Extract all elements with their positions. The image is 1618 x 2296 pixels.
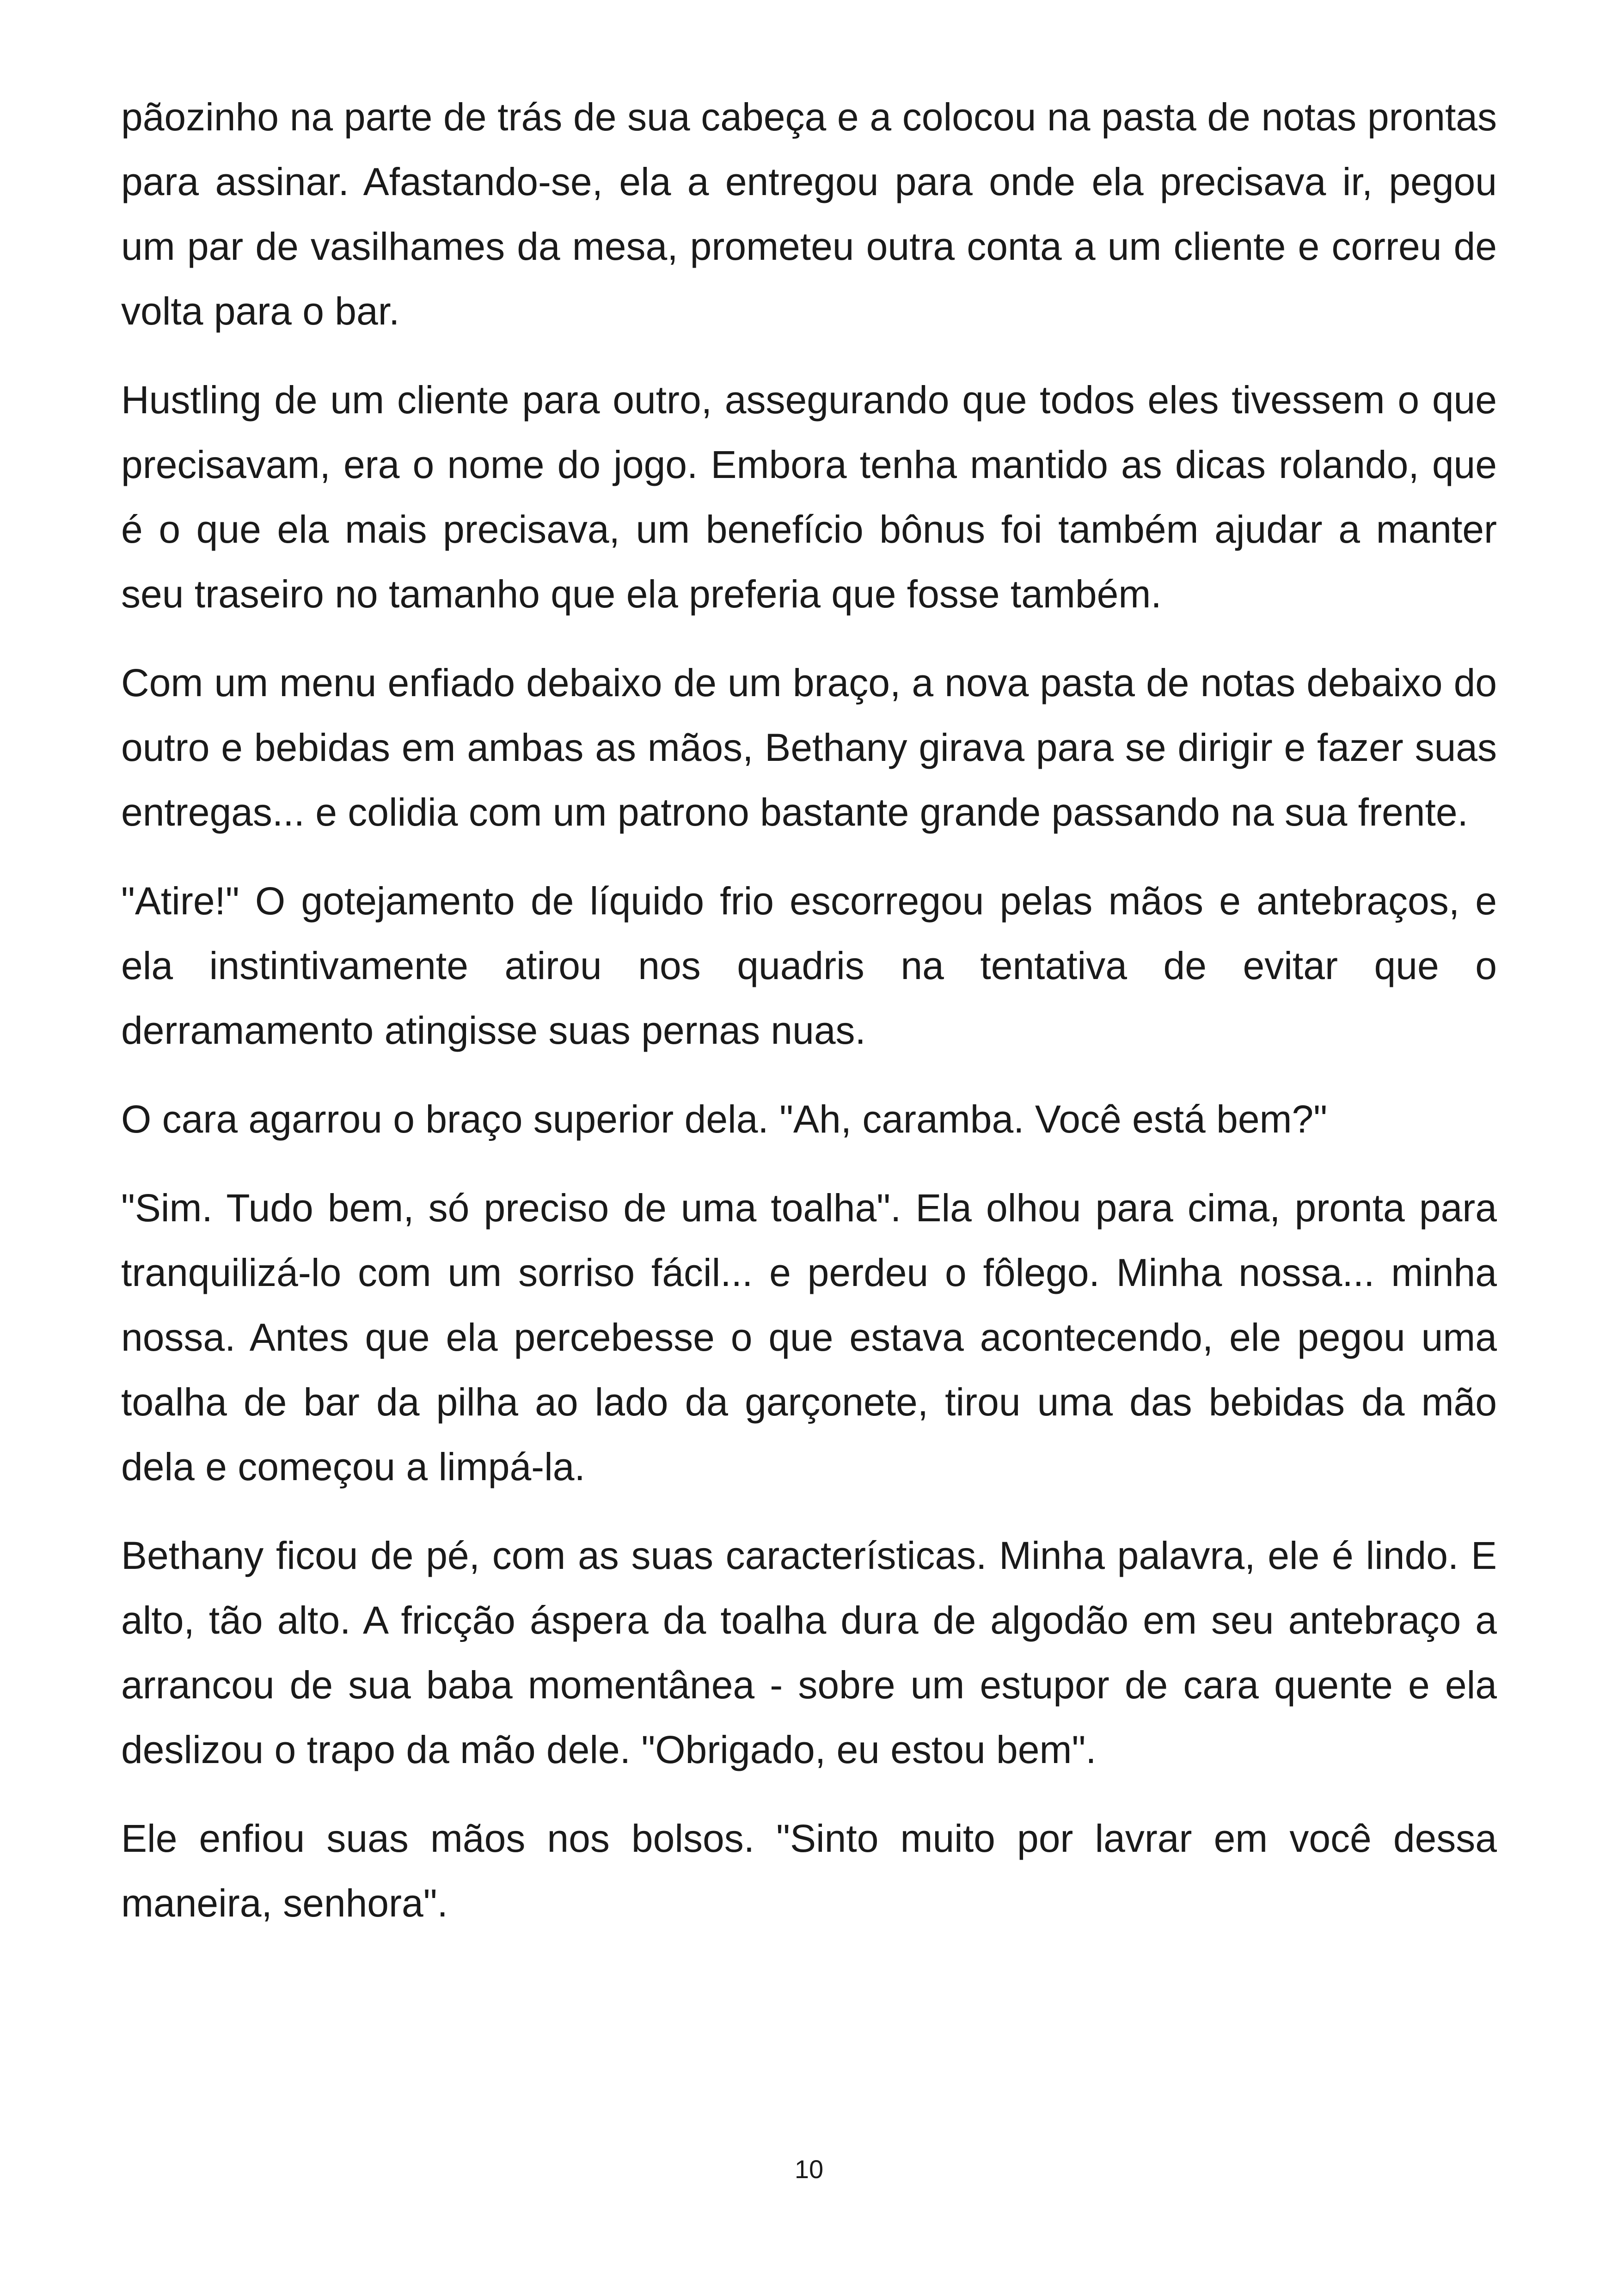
- paragraph: Com um menu enfiado debaixo de um braço, a nova pasta de notas debaixo do outro e bebidas em ambas as mãos, Bethany girava para se dirigir e fazer suas entregas... e colidia com um patrono bastante grande passando na sua frente.: [121, 661, 1497, 834]
- paragraph: O cara agarrou o braço superior dela. "Ah, caramba. Você está bem?": [121, 1097, 1328, 1141]
- paragraph: "Atire!" O gotejamento de líquido frio escorregou pelas mãos e antebraços, e ela instintivamente atirou nos quadris na tentativa de evitar que o derramamento atingisse suas pernas nuas.: [121, 879, 1497, 1052]
- paragraph: "Sim. Tudo bem, só preciso de uma toalha". Ela olhou para cima, pronta para tranquilizá-lo com um sorriso fácil... e perdeu o fôlego. Minha nossa... minha nossa. Antes que ela percebesse o que estava acontecendo, ele pegou uma toalha de bar da pilha ao lado da garçonete, tirou uma das bebidas da mão dela e começou a limpá-la.: [121, 1186, 1497, 1488]
- page-number: 10: [794, 2155, 824, 2184]
- paragraph: Ele enfiou suas mãos nos bolsos. "Sinto muito por lavrar em você dessa maneira, senhora".: [121, 1817, 1497, 1925]
- paragraph: Hustling de um cliente para outro, assegurando que todos eles tivessem o que precisavam, era o nome do jogo. Embora tenha mantido as dicas rolando, que é o que ela mais precisava, um benefício bônus foi também ajudar a manter seu traseiro no tamanho que ela preferia que fosse também.: [121, 378, 1497, 616]
- paragraph: pãozinho na parte de trás de sua cabeça e a colocou na pasta de notas prontas para assinar. Afastando-se, ela a entregou para onde ela precisava ir, pegou um par de vasilhames da mesa, prometeu outra conta a um cliente e correu de volta para o bar.: [121, 95, 1497, 333]
- paragraph: Bethany ficou de pé, com as suas características. Minha palavra, ele é lindo. E alto, tão alto. A fricção áspera da toalha dura de algodão em seu antebraço a arrancou de sua baba momentânea - sobre um estupor de cara quente e ela deslizou o trapo da mão dele. "Obrigado, eu estou bem".: [121, 1534, 1497, 1771]
- page-body: [121, 85, 1497, 1959]
